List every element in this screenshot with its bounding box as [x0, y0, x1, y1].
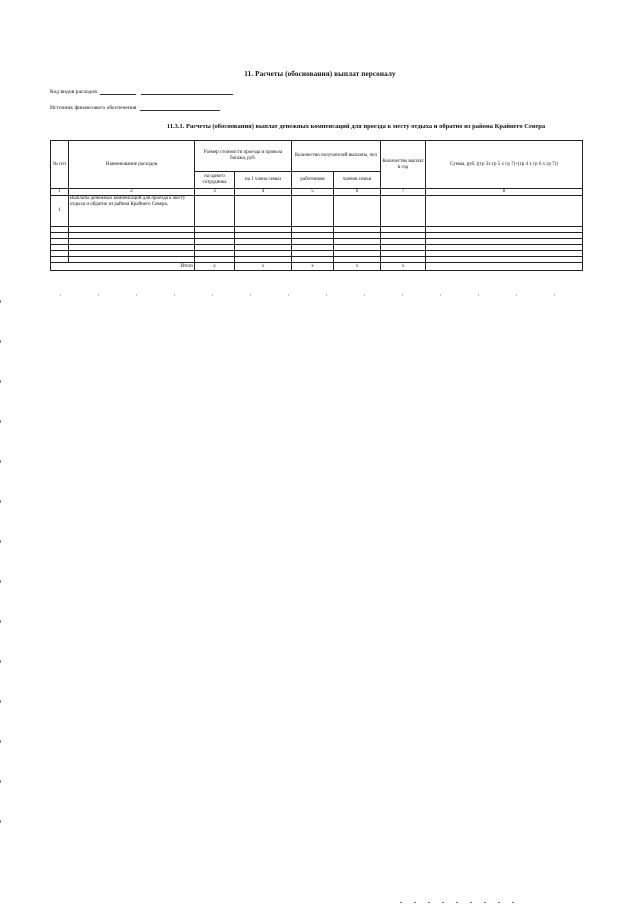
- empty-cell: [292, 196, 334, 227]
- header-sum: Сумма, руб. ((гр 3х гр 5 х гр 7)+(гр 4 х гр 6 х гр 7)): [426, 141, 583, 189]
- scan-edge-marks: [0, 300, 1, 860]
- header-cost-group: Размер стоимости проезда и провоза багажа, руб.: [195, 141, 292, 172]
- compensation-table: [50, 140, 583, 271]
- col-number: 4: [235, 189, 292, 196]
- col-number: 2: [69, 189, 195, 196]
- col-number: 3: [195, 189, 235, 196]
- expense-code-label: Код видов расходов: [50, 89, 97, 95]
- funding-source-label: Источник финансового обеспечения: [50, 105, 137, 111]
- funding-source-blank: [140, 104, 220, 111]
- total-mark: х: [235, 263, 292, 271]
- col-number: 5: [292, 189, 334, 196]
- total-mark: х: [381, 263, 426, 271]
- expense-code-field: [50, 88, 233, 95]
- header-family-members: членов семьи: [334, 172, 381, 189]
- row-name: Выплаты денежных компенсаций для проезда к месту отдыха и обратно из района Крайнего Севера.: [69, 196, 195, 227]
- scan-bottom-marks: [400, 902, 520, 903]
- subsection-title: 11.3.1. Расчеты (обоснования) выплат денежных компенсаций для проезда к месту отдыха и обратно из района Крайнего Севера: [166, 123, 546, 130]
- total-mark: х: [292, 263, 334, 271]
- col-number: 8: [426, 189, 583, 196]
- empty-cell: [334, 196, 381, 227]
- col-number: 6: [334, 189, 381, 196]
- total-sum-cell: [426, 263, 583, 271]
- header-payments-count: Количество выплат в год: [381, 141, 426, 189]
- scan-noise-line: [60, 294, 590, 296]
- header-per-family: на 1 члена семьи: [235, 172, 292, 189]
- expense-code-blank-2: [141, 88, 233, 95]
- total-label: Итого: [51, 263, 195, 271]
- header-per-employee: на одного сотрудника: [195, 172, 235, 189]
- column-numbers-row: [51, 189, 583, 196]
- total-mark: х: [195, 263, 235, 271]
- total-mark: х: [334, 263, 381, 271]
- empty-cell: [235, 196, 292, 227]
- empty-cell: [426, 196, 583, 227]
- header-num: № п/п: [51, 141, 69, 189]
- header-employees: работников: [292, 172, 334, 189]
- expense-code-blank-1: [100, 88, 136, 95]
- total-row: [51, 263, 583, 271]
- row-num: 1: [51, 196, 69, 227]
- funding-source-field: [50, 104, 220, 111]
- header-name: Наименование расходов: [69, 141, 195, 189]
- col-number: 7: [381, 189, 426, 196]
- section-title: 11. Расчеты (обоснования) выплат персоналу: [244, 70, 396, 78]
- col-number: 1: [51, 189, 69, 196]
- empty-cell: [195, 196, 235, 227]
- table-row: [51, 196, 583, 227]
- empty-cell: [381, 196, 426, 227]
- header-recipients-group: Количество получателей выплаты, чел: [292, 141, 381, 172]
